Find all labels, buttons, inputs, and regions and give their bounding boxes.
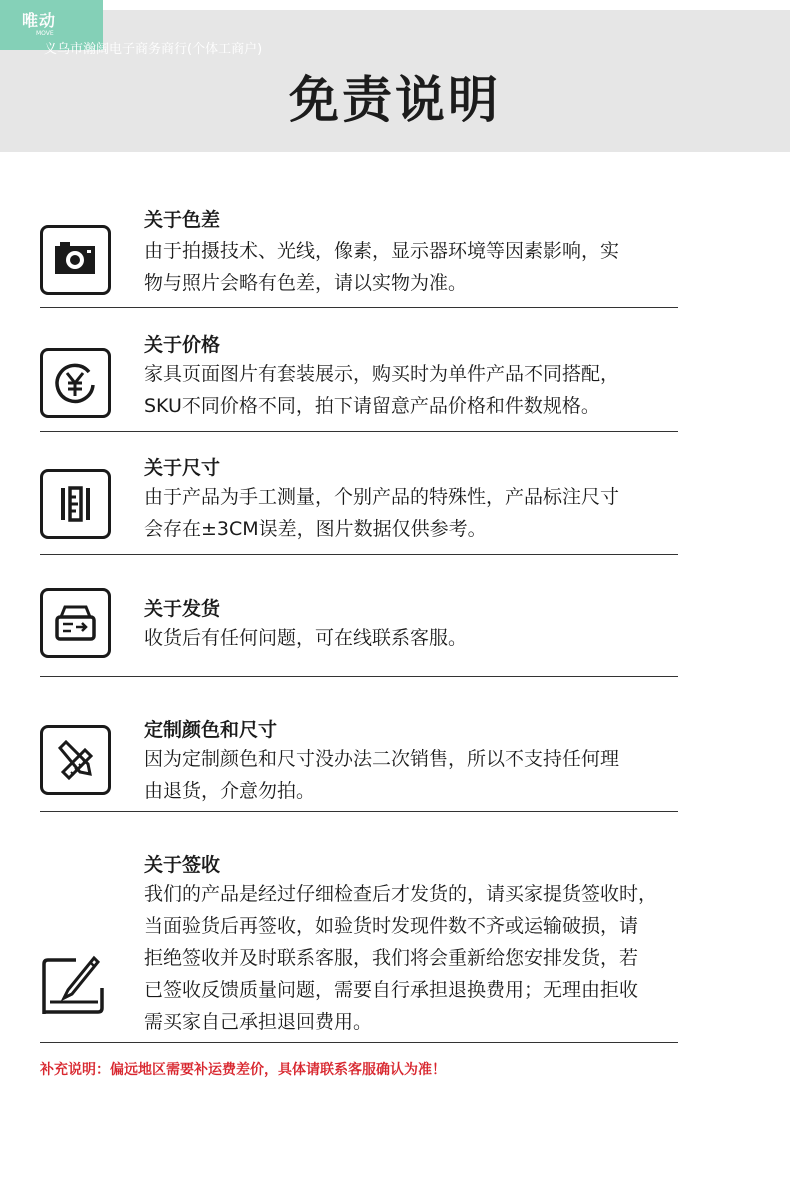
body-line: 我们的产品是经过仔细检查后才发货的，请买家提货签收时，	[144, 883, 658, 905]
section-color	[40, 205, 678, 308]
body-line: 会存在±3CM误差，图片数据仅供参考。	[144, 518, 487, 540]
edit-icon	[40, 950, 111, 1020]
body-line: 拒绝签收并及时联系客服，我们将会重新给您安排发货，若	[144, 947, 639, 969]
section-body	[144, 358, 619, 422]
body-line: 家具页面图片有套装展示，购买时为单件产品不同搭配，	[144, 363, 620, 385]
body-line: 由于拍摄技术、光线，像素，显示器环境等因素影响，实	[144, 240, 620, 262]
section-title: 关于色差	[144, 209, 221, 231]
section-receipt	[40, 850, 678, 1043]
supplement-note: 补充说明：偏远地区需要补运费差价，具体请联系客服确认为准！	[40, 1062, 446, 1078]
section-title: 定制颜色和尺寸	[144, 719, 278, 741]
body-line: 收货后有任何问题，可在线联系客服。	[144, 627, 468, 649]
logo-subtext: MOVE	[36, 30, 54, 37]
pencil-ruler-icon	[40, 725, 111, 795]
body-line: 当面验货后再签收，如验货时发现件数不齐或运输破损，请	[144, 915, 639, 937]
camera-icon	[40, 225, 111, 295]
body-line: 物与照片会略有色差，请以实物为准。	[144, 272, 468, 294]
section-price	[40, 330, 678, 432]
section-custom	[40, 715, 678, 812]
section-body	[144, 878, 657, 1038]
section-body	[144, 622, 467, 654]
section-size	[40, 453, 678, 555]
page-title: 免责说明	[289, 71, 501, 129]
logo-text: 唯动	[22, 11, 57, 30]
body-line: SKU不同价格不同，拍下请留意产品价格和件数规格。	[144, 395, 600, 417]
ruler-icon	[40, 469, 111, 539]
section-title: 关于发货	[144, 598, 221, 620]
box-icon	[40, 588, 111, 658]
shop-name-watermark: 义乌市瀚阔电子商务商行(个体工商户)	[44, 42, 263, 57]
body-line: 已签收反馈质量问题，需要自行承担退换费用；无理由拒收	[144, 979, 639, 1001]
yen-icon	[40, 348, 111, 418]
section-title: 关于价格	[144, 334, 221, 356]
body-line: 需买家自己承担退回费用。	[144, 1011, 373, 1033]
header-band	[0, 10, 790, 152]
body-line: 由于产品为手工测量，个别产品的特殊性，产品标注尺寸	[144, 486, 620, 508]
section-body	[144, 481, 619, 545]
section-title: 关于尺寸	[144, 457, 221, 479]
section-title: 关于签收	[144, 854, 221, 876]
body-line: 由退货，介意勿拍。	[144, 780, 316, 802]
section-body	[144, 743, 619, 807]
section-body	[144, 235, 619, 299]
body-line: 因为定制颜色和尺寸没办法二次销售，所以不支持任何理	[144, 748, 620, 770]
section-shipping	[40, 594, 678, 677]
